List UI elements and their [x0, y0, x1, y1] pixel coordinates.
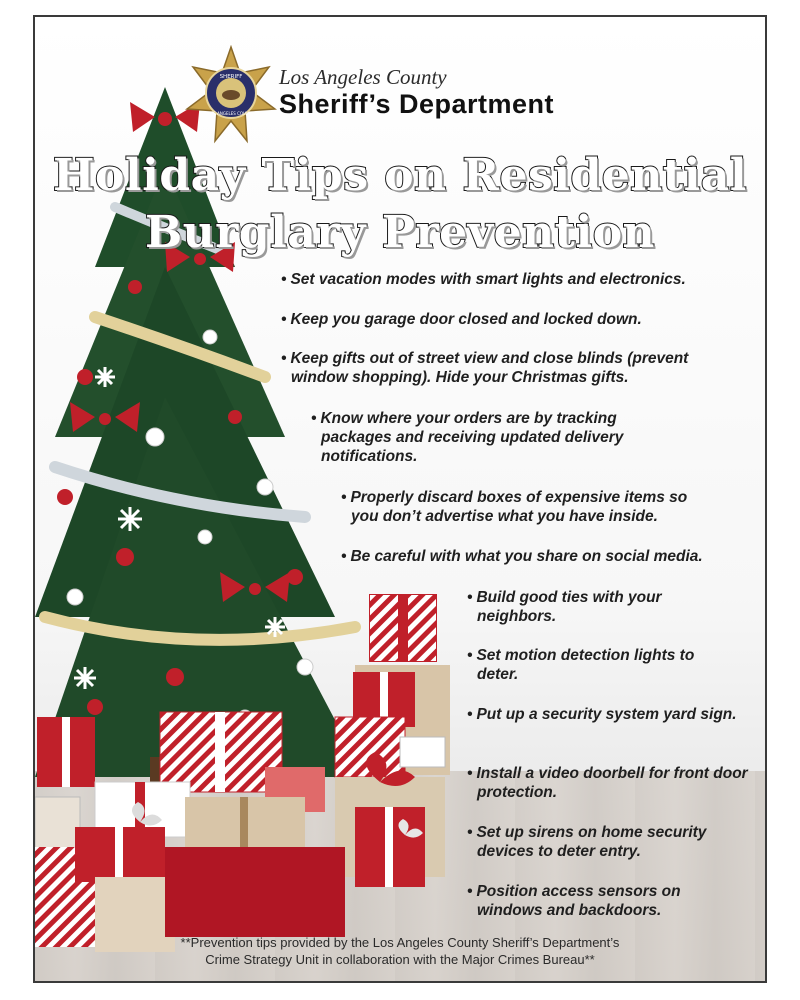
flyer-title-line2: Burglary Prevention: [144, 207, 656, 258]
badge-top-text: SHERIFF: [219, 74, 243, 80]
flyer-frame: [33, 15, 767, 983]
sheriff-star-badge: [185, 45, 277, 157]
tip-item: • Be careful with what you share on social media.: [341, 547, 751, 566]
tip-item: • Keep you garage door closed and locked down.: [281, 310, 751, 329]
footer-credit: [35, 934, 765, 968]
tip-item: • Set motion detection lights to deter.: [467, 646, 737, 684]
flyer-title-line1: Holiday Tips on Residential: [52, 150, 748, 201]
tip-item: • Install a video doorbell for front door protection.: [467, 764, 757, 802]
agency-department-name: Sheriff’s Department: [279, 89, 555, 119]
footer-line1: **Prevention tips provided by the Los Angeles County Sheriff’s Department’s: [180, 935, 620, 950]
tip-item: • Set up sirens on home security devices to deter entry.: [467, 823, 757, 861]
agency-county-name: Los Angeles County: [279, 65, 447, 89]
badge-bottom-text: LOS ANGELES COUNTY: [208, 111, 254, 116]
tip-item: • Set vacation modes with smart lights and electronics.: [281, 270, 751, 289]
tip-item: • Properly discard boxes of expensive items so you don’t advertise what you have inside.: [341, 488, 711, 526]
tip-item: • Put up a security system yard sign.: [467, 705, 737, 724]
tip-item: • Build good ties with your neighbors.: [467, 588, 707, 626]
tip-item: • Position access sensors on windows and backdoors.: [467, 882, 727, 920]
tip-item: • Know where your orders are by tracking packages and receiving updated delivery notifications.: [311, 409, 671, 466]
tip-item: • Keep gifts out of street view and close blinds (prevent window shopping). Hide your Christmas gifts.: [281, 349, 741, 387]
footer-line2: Crime Strategy Unit in collaboration with the Major Crimes Bureau**: [205, 952, 595, 967]
